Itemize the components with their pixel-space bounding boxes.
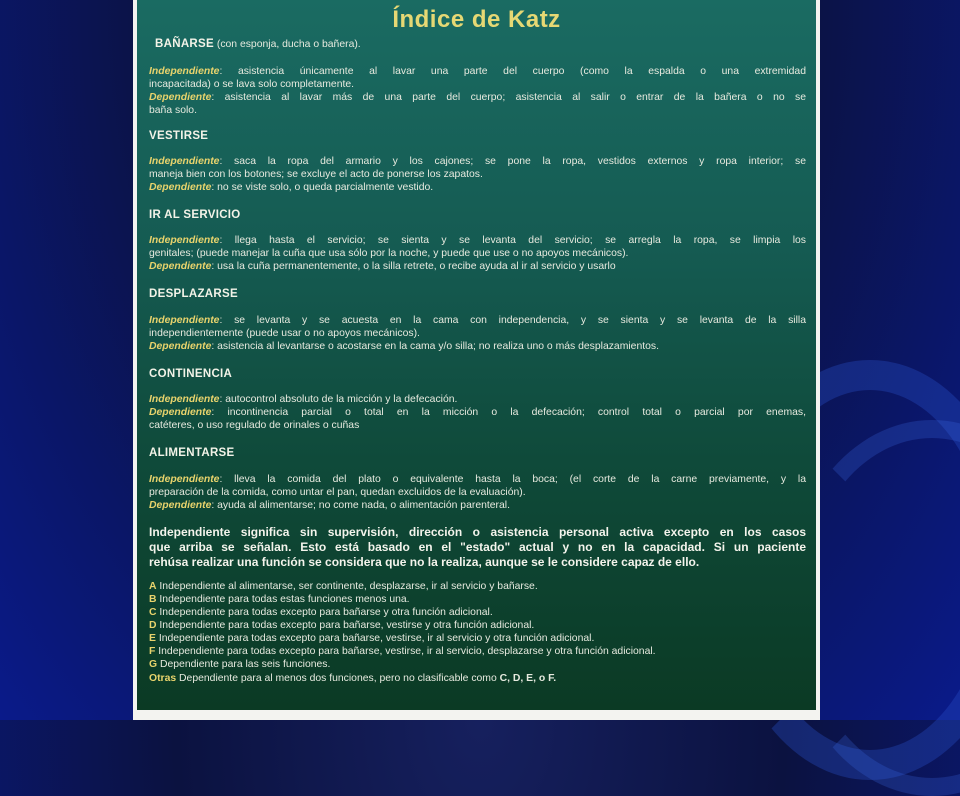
grade-letter: G bbox=[149, 659, 158, 670]
otras-bold: C, D, E, o F. bbox=[499, 673, 557, 684]
continencia-dep-line-1 bbox=[149, 407, 806, 420]
grade-letter: F bbox=[149, 646, 156, 657]
grade-text: Independiente para todas excepto para bañarse y otra función adicional. bbox=[159, 607, 493, 618]
alimentarse-dep-line-1 bbox=[149, 500, 806, 513]
dependiente-label: Dependiente bbox=[149, 341, 212, 352]
grade-text: Independiente al alimentarse, ser continente, desplazarse, ir al servicio y bañarse. bbox=[159, 581, 538, 592]
dependiente-label: Dependiente bbox=[149, 92, 212, 103]
servicio-ind-line-1 bbox=[149, 235, 806, 248]
desplazarse-ind-line-2: independientemente (puede usar o no apoyos mecánicos). bbox=[149, 328, 420, 339]
grade-b bbox=[149, 594, 806, 607]
dependiente-label: Dependiente bbox=[149, 182, 212, 193]
bañarse-ind-line-2: incapacitada) o se lava solo completamente. bbox=[149, 79, 355, 90]
vestirse-dep-text-1: : no se viste solo, o queda parcialmente vestido. bbox=[211, 182, 434, 193]
grade-d bbox=[149, 620, 806, 633]
vestirse-dep-line-1 bbox=[149, 182, 806, 195]
servicio-dep-text-1: : usa la cuña permanentemente, o la silla retrete, o recibe ayuda al ir al servicio y usarlo bbox=[211, 261, 616, 272]
grade-text: Independiente para todas estas funciones menos una. bbox=[159, 594, 410, 605]
intro-head: BAÑARSE bbox=[155, 38, 214, 50]
independiente-label: Independiente bbox=[149, 474, 220, 485]
otras-label: Otras bbox=[149, 673, 177, 684]
continencia-ind-text-1: : autocontrol absoluto de la micción y la defecación. bbox=[219, 394, 458, 405]
servicio-dep-line-1 bbox=[149, 261, 806, 274]
alimentarse-ind-line-2: preparación de la comida, como untar el pan, quedan excluidos de la evaluación). bbox=[149, 487, 526, 498]
grade-text: Independiente para todas excepto para bañarse, vestirse, ir al servicio y otra función adicional. bbox=[158, 633, 595, 644]
independiente-label: Independiente bbox=[149, 66, 220, 77]
grade-a bbox=[149, 581, 806, 594]
note-line-2: que arriba se señalan. Esto está basado en el "estado" actual y no en la capacidad. Si un paciente bbox=[149, 540, 806, 554]
alimentarse-ind-text-1: : lleva la comida del plato o equivalente hasta la boca; (el corte de la carne previamente, y la bbox=[219, 474, 806, 485]
alimentarse-ind-line-1 bbox=[149, 474, 806, 487]
grade-g bbox=[149, 659, 806, 672]
grade-c bbox=[149, 607, 806, 620]
dependiente-label: Dependiente bbox=[149, 261, 212, 272]
vestirse-ind-line-2: maneja bien con los botones; se excluye el acto de ponerse los zapatos. bbox=[149, 169, 483, 180]
dependiente-label: Dependiente bbox=[149, 407, 212, 418]
page-title: Índice de Katz bbox=[392, 6, 561, 33]
otras-text: Dependiente para al menos dos funciones, pero no clasificable como bbox=[179, 673, 500, 684]
grade-text: Independiente para todas excepto para bañarse, vestirse, ir al servicio, desplazarse y otra función adicional. bbox=[158, 646, 656, 657]
slide bbox=[133, 0, 820, 720]
independiente-label: Independiente bbox=[149, 394, 220, 405]
dependiente-label: Dependiente bbox=[149, 500, 212, 511]
vestirse-ind-text-1: : saca la ropa del armario y los cajones; se pone la ropa, vestidos externos y ropa interior; se bbox=[219, 156, 806, 167]
bañarse-ind-text-1: : asistencia únicamente al lavar una parte del cuerpo (como la espalda o una extremidad bbox=[219, 66, 806, 77]
grade-letter: B bbox=[149, 594, 157, 605]
bañarse-dep-line-2: baña solo. bbox=[149, 105, 197, 116]
bañarse-dep-text-1: : asistencia al lavar más de una parte del cuerpo; asistencia al salir o entrar de la bañera o no se bbox=[211, 92, 806, 103]
grade-otras bbox=[149, 673, 806, 686]
section-head-ir-al-servicio: IR AL SERVICIO bbox=[149, 209, 241, 221]
grade-letter: C bbox=[149, 607, 157, 618]
bañarse-ind-line-1 bbox=[149, 66, 806, 79]
independiente-label: Independiente bbox=[149, 235, 220, 246]
grade-e bbox=[149, 633, 806, 646]
section-head-vestirse: VESTIRSE bbox=[149, 130, 209, 142]
intro-line bbox=[155, 38, 806, 52]
note-line-1: Independiente significa sin supervisión, dirección o asistencia personal activa excepto en los casos bbox=[149, 525, 806, 539]
desplazarse-dep-text-1: : asistencia al levantarse o acostarse en la cama y/o silla; no realiza uno o más desplazamientos. bbox=[211, 341, 659, 352]
servicio-ind-text-1: : llega hasta el servicio; se sienta y se levanta del servicio; se arregla la ropa, se limpia los bbox=[219, 235, 806, 246]
continencia-dep-line-2: catéteres, o uso regulado de orinales o cuñas bbox=[149, 420, 360, 431]
grade-letter: E bbox=[149, 633, 156, 644]
continencia-ind-line-1 bbox=[149, 394, 806, 407]
section-head-continencia: CONTINENCIA bbox=[149, 368, 233, 380]
servicio-ind-line-2: genitales; (puede manejar la cuña que usa sólo por la noche, y puede que use o no apoyos mecánicos). bbox=[149, 248, 629, 259]
desplazarse-ind-line-1 bbox=[149, 315, 806, 328]
katz-index-panel bbox=[137, 0, 816, 710]
intro-rest: (con esponja, ducha o bañera). bbox=[213, 39, 361, 50]
section-head-desplazarse: DESPLAZARSE bbox=[149, 288, 238, 300]
grade-letter: D bbox=[149, 620, 157, 631]
bañarse-dep-line-1 bbox=[149, 92, 806, 105]
grade-f bbox=[149, 646, 806, 659]
independiente-label: Independiente bbox=[149, 315, 220, 326]
desplazarse-dep-line-1 bbox=[149, 341, 806, 354]
grade-letter: A bbox=[149, 581, 157, 592]
desplazarse-ind-text-1: : se levanta y se acuesta en la cama con independencia, y se sienta y se levanta de la silla bbox=[219, 315, 806, 326]
note-line-3: rehúsa realizar una función se considera que no la realiza, aunque se le considere capaz de ello. bbox=[149, 555, 700, 569]
independiente-label: Independiente bbox=[149, 156, 220, 167]
grade-text: Dependiente para las seis funciones. bbox=[159, 659, 331, 670]
grade-text: Independiente para todas excepto para bañarse, vestirse y otra función adicional. bbox=[159, 620, 535, 631]
continencia-dep-text-1: : incontinencia parcial o total en la micción o la defecación; control total o parcial por enemas, bbox=[211, 407, 806, 418]
section-head-alimentarse: ALIMENTARSE bbox=[149, 447, 235, 459]
alimentarse-dep-text-1: : ayuda al alimentarse; no come nada, o alimentación parenteral. bbox=[211, 500, 510, 511]
vestirse-ind-line-1 bbox=[149, 156, 806, 169]
